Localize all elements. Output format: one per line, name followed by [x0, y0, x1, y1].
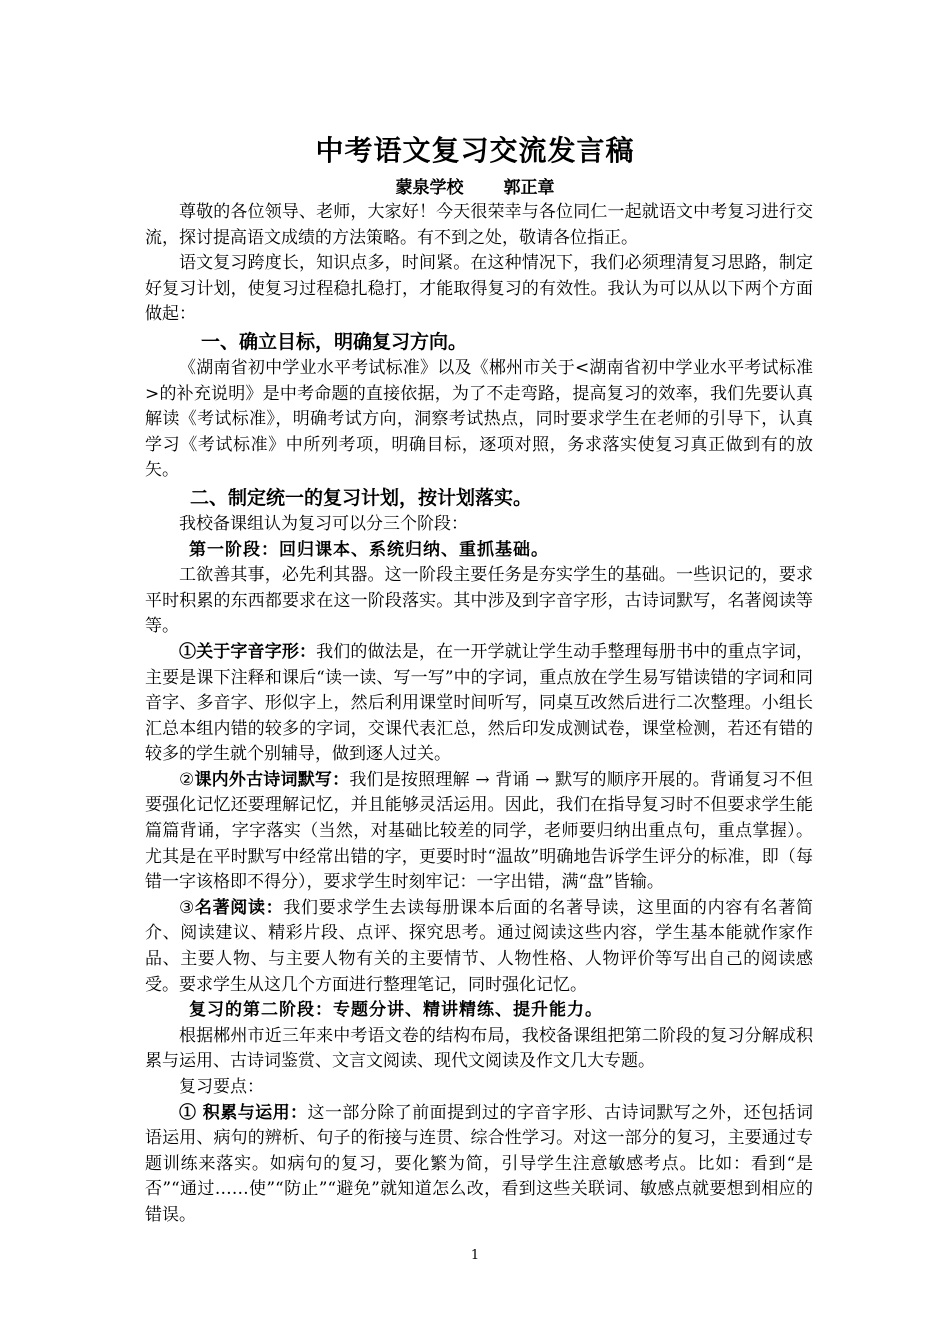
classics-label: 名著阅读： — [194, 897, 284, 918]
paragraph-classics — [145, 896, 813, 998]
document-body — [145, 200, 813, 1229]
poetry-number: ② — [179, 769, 195, 790]
paragraph-standards: 《湖南省初中学业水平考试标准》以及《郴州市关于<湖南省初中学业水平考试标准>的补充说明》是中考命题的直接依据，为了不走弯路，提高复习的效率，我们先要认真解读《考试标准》，明确考试方向，洞察考试热点，同时要求学生在老师的引导下，认真学习《考试标准》中所列考项，明确目标，逐项对照，务求落实使复习真正做到有的放矢。 — [145, 357, 813, 481]
poetry-label: 课内外古诗词默写： — [194, 769, 350, 790]
section-heading-1: 一、确立目标，明确复习方向。 — [201, 330, 468, 353]
accumulation-label: ① 积累与运用： — [179, 1102, 308, 1123]
paragraph-foundation: 工欲善其事，必先利其器。这一阶段主要任务是夯实学生的基础。一些识记的，要求平时积累的东西都要求在这一阶段落实。其中涉及到字音字形，古诗词默写，名著阅读等等。 — [145, 565, 813, 637]
accumulation-text: 这一部分除了前面提到过的字音字形、古诗词默写之外，还包括词语运用、病句的辨析、句子的衔接与连贯、综合性学习。对这一部分的复习，主要通过专题训练来落实。如病句的复习，要化繁为简，引导学生注意敏感考点。比如：看到“是否”“通过……使”“防止”“避免”就知道怎么改，看到这些关联词、敏感点就要想到相应的错误。 — [145, 1102, 814, 1225]
document-title: 中考语文复习交流发言稿 — [315, 134, 635, 167]
stage-two-heading: 复习的第二阶段：专题分讲、精讲精练、提升能力。 — [189, 1000, 603, 1021]
paragraph-topics: 根据郴州市近三年来中考语文卷的结构布局，我校备课组把第二阶段的复习分解成积累与运用、古诗词鉴赏、文言文阅读、现代文阅读及作文几大专题。 — [145, 1025, 813, 1072]
classics-number: ③ — [179, 897, 195, 918]
section-heading-2: 二、制定统一的复习计划，按计划落实。 — [190, 486, 533, 509]
paragraph-accumulation — [145, 1101, 813, 1229]
author-line — [0, 176, 950, 200]
paragraph-characters — [145, 640, 813, 768]
stage-one-heading: 第一阶段：回归课本、系统归纳、重抓基础。 — [189, 539, 549, 560]
paragraph-key-points: 复习要点： — [179, 1077, 264, 1097]
paragraph-intro: 语文复习跨度长，知识点多，时间紧。在这种情况下，我们必须理清复习思路，制定好复习计划，使复习过程稳扎稳打，才能取得复习的有效性。我认为可以从以下两个方面做起： — [145, 253, 813, 325]
paragraph-greeting: 尊敬的各位领导、老师，大家好！今天很荣幸与各位同仁一起就语文中考复习进行交流，探讨提高语文成绩的方法策略。有不到之处，敬请各位指正。 — [145, 202, 813, 248]
author-name: 郭正章 — [503, 178, 555, 198]
paragraph-poetry — [145, 768, 813, 896]
poetry-text: 我们是按照理解 → 背诵 → 默写的顺序开展的。背诵复习不但要强化记忆还要理解记忆，并且能够灵活运用。因此，我们在指导复习时不但要求学生能篇篇背诵，字字落实（当然，对基础比较差的同学，老师要归纳出重点句，重点掌握）。尤其是在平时默写中经常出错的字，更要时时“温故”明确地告诉学生评分的标准，即（每错一字该格即不得分），要求学生时刻牢记：一字出错，满“盘”皆输。 — [145, 769, 813, 893]
characters-text: 我们的做法是，在一开学就让学生动手整理每册书中的重点字词，主要是课下注释和课后“读一读、写一写”中的字词，重点放在学生易写错读错的字词和同音字、多音字、形似字上，然后利用课堂时间听写，同桌互改然后进行二次整理。小组长汇总本组内错的较多的字词，交课代表汇总，然后印发成测试卷，课堂检测，若还有错的较多的学生就个别辅导，做到逐人过关。 — [145, 641, 814, 765]
author-school: 蒙泉学校 — [395, 178, 464, 198]
characters-label: ①关于字音字形： — [179, 641, 317, 662]
classics-text: 我们要求学生去读每册课本后面的名著导读，这里面的内容有名著简介、阅读建议、精彩片段、点评、探究思考。通过阅读这些内容，学生基本能就作家作品、主要人物、与主要人物有关的主要情节、人物性格、人物评价等写出自己的阅读感受。要求学生从这几个方面进行整理笔记，同时强化记忆。 — [145, 897, 814, 995]
paragraph-three-stages: 我校备课组认为复习可以分三个阶段： — [179, 513, 468, 534]
page-number: 1 — [470, 1248, 480, 1263]
